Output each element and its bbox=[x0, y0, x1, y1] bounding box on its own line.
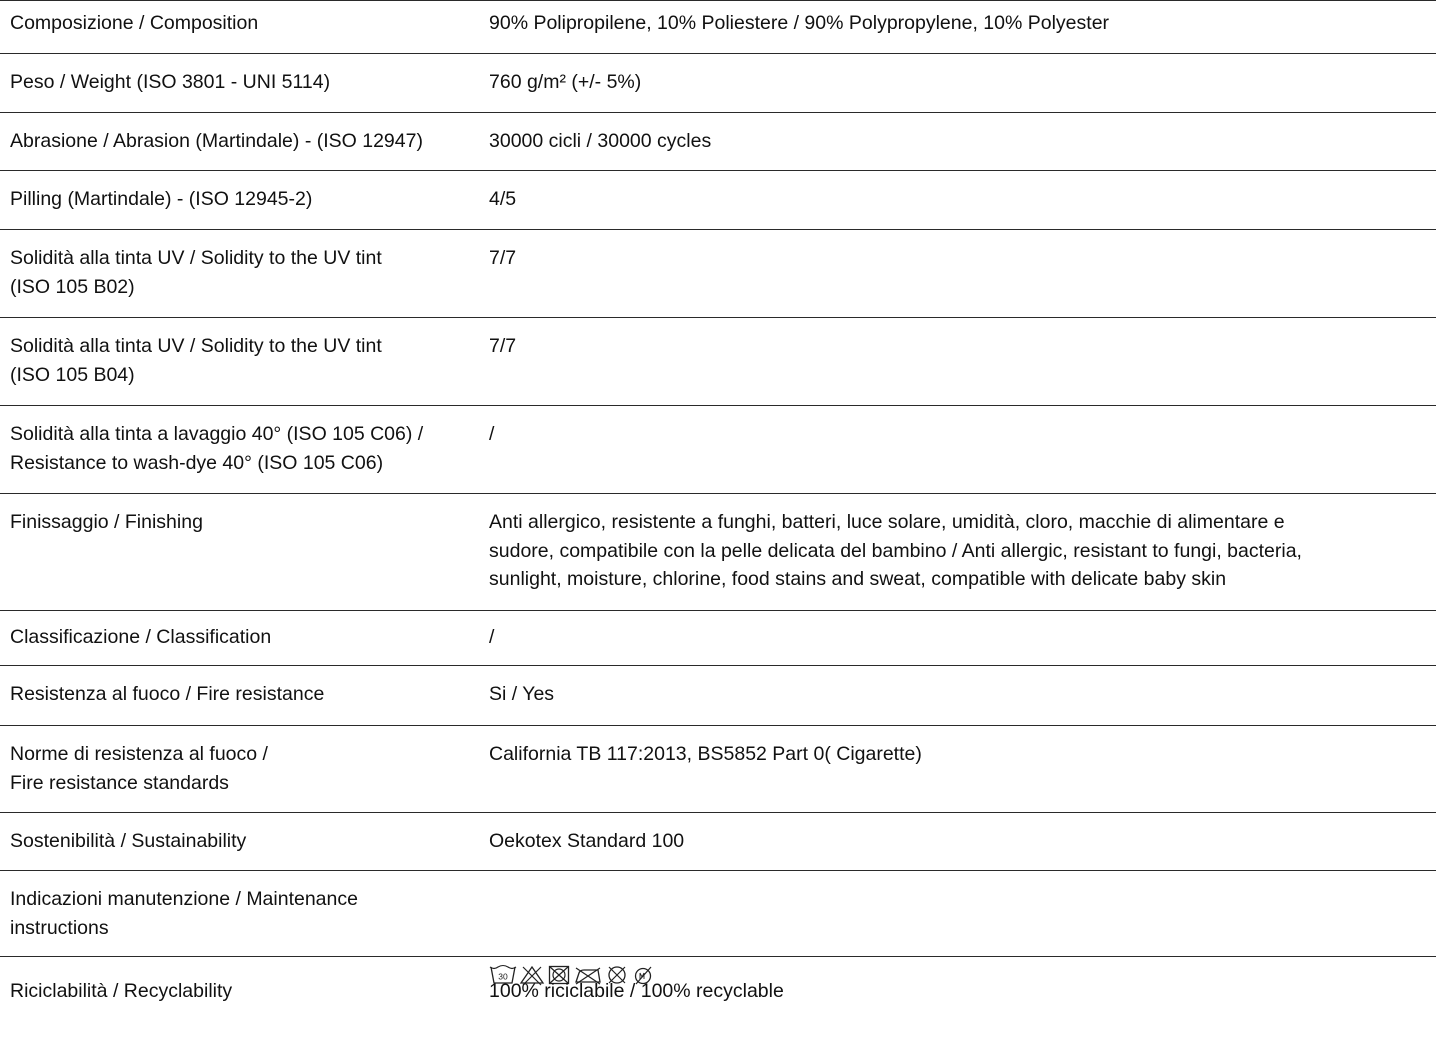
table-row-fire-resistance bbox=[0, 666, 1436, 726]
table-row-abrasion bbox=[0, 113, 1436, 171]
row-label: Sostenibilità / Sustainability bbox=[10, 830, 247, 852]
row-label: Riciclabilità / Recyclability bbox=[10, 980, 233, 1002]
row-label: Resistenza al fuoco / Fire resistance bbox=[10, 683, 325, 705]
table-row-weight bbox=[0, 54, 1436, 113]
row-label: Solidità alla tinta a lavaggio 40° (ISO 105 C06) / Resistance to wash-dye 40° (ISO 105 C06) bbox=[10, 423, 424, 474]
row-value: 760 g/m² (+/- 5%) bbox=[489, 71, 642, 93]
row-label: Norme di resistenza al fuoco / Fire resistance standards bbox=[10, 743, 268, 794]
care-symbols bbox=[489, 871, 1436, 982]
row-value: 100% riciclabile / 100% recyclable bbox=[489, 980, 784, 1002]
row-value: 4/5 bbox=[489, 188, 517, 210]
row-label: Peso / Weight (ISO 3801 - UNI 5114) bbox=[10, 71, 331, 93]
wash-temperature-label: 30 bbox=[498, 971, 508, 982]
table-row-uv-b04 bbox=[0, 318, 1436, 406]
row-value: / bbox=[489, 423, 495, 445]
row-value: 30000 cicli / 30000 cycles bbox=[489, 130, 712, 152]
row-value: Anti allergico, resistente a funghi, batteri, luce solare, umidità, cloro, macchie di alimentare e sudore, compatibile con la pelle delicata del bambino / Anti allergic, resistant to fungi, bacteria, sunlight, moisture, chlorine, food stains and sweat, compatible with delicate baby skin bbox=[489, 511, 1302, 590]
table-row-maintenance bbox=[0, 871, 1436, 982]
row-label: Solidità alla tinta UV / Solidity to the UV tint (ISO 105 B04) bbox=[10, 335, 382, 386]
row-value: Oekotex Standard 100 bbox=[489, 830, 685, 852]
table-row-uv-b02 bbox=[0, 230, 1436, 318]
row-label: Indicazioni manutenzione / Maintenance instructions bbox=[10, 888, 358, 939]
row-value: Si / Yes bbox=[489, 683, 555, 705]
table-row-composition bbox=[0, 1, 1436, 54]
row-value: California TB 117:2013, BS5852 Part 0( Cigarette) bbox=[489, 743, 922, 765]
row-label: Classificazione / Classification bbox=[10, 626, 272, 648]
table-row-sustainability bbox=[0, 813, 1436, 871]
table-row-pilling bbox=[0, 171, 1436, 230]
row-value: 7/7 bbox=[489, 335, 517, 357]
table-row-classification bbox=[0, 611, 1436, 666]
row-label: Pilling (Martindale) - (ISO 12945-2) bbox=[10, 188, 313, 210]
table-row-wash-dye bbox=[0, 406, 1436, 494]
table-row-finishing bbox=[0, 494, 1436, 611]
row-value: / bbox=[489, 626, 495, 648]
row-value: 7/7 bbox=[489, 247, 517, 269]
row-label: Abrasione / Abrasion (Martindale) - (ISO 12947) bbox=[10, 130, 423, 152]
table-row-fire-standards bbox=[0, 726, 1436, 813]
row-label: Solidità alla tinta UV / Solidity to the UV tint (ISO 105 B02) bbox=[10, 247, 382, 298]
row-value: 90% Polipropilene, 10% Poliestere / 90% Polypropylene, 10% Polyester bbox=[489, 12, 1110, 34]
row-label: Composizione / Composition bbox=[10, 12, 259, 34]
row-label: Finissaggio / Finishing bbox=[10, 511, 203, 533]
table-row-recyclability bbox=[0, 957, 1436, 1017]
